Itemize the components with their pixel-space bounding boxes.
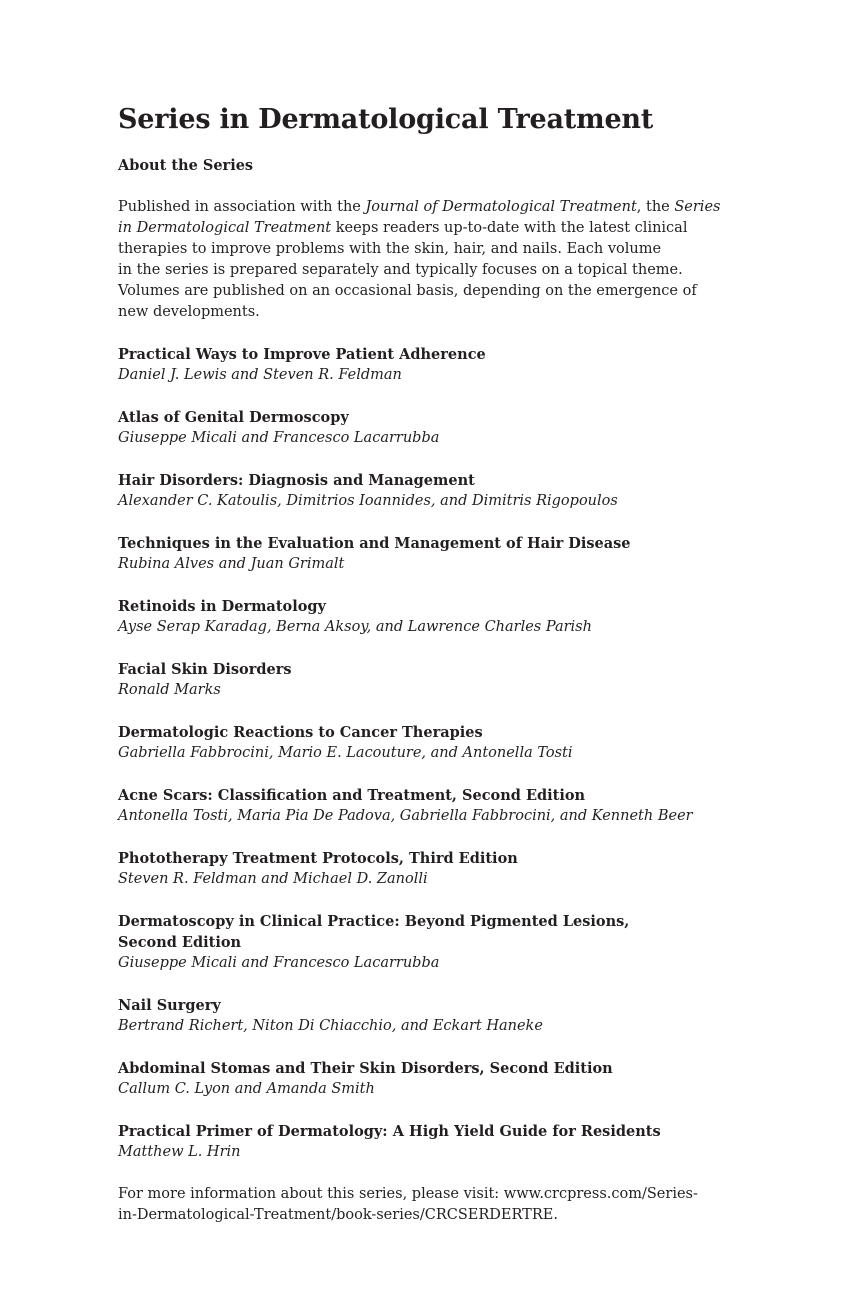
book-title: Practical Primer of Dermatology: A High Yield Guide for Residents bbox=[118, 1123, 661, 1140]
intro-line-1: Published in association with the Journal of Dermatological Treatment, the Series bbox=[118, 199, 721, 215]
more-info-paragraph bbox=[118, 1184, 758, 1226]
intro-line-6: new developments. bbox=[118, 304, 260, 320]
book-title: Acne Scars: Classification and Treatment, Second Edition bbox=[118, 787, 586, 804]
intro-line-3: therapies to improve problems with the skin, hair, and nails. Each volume bbox=[118, 241, 662, 257]
book-entry bbox=[118, 1058, 758, 1100]
book-entry bbox=[118, 848, 758, 890]
book-authors: Giuseppe Micali and Francesco Lacarrubba bbox=[118, 430, 440, 446]
book-authors: Callum C. Lyon and Amanda Smith bbox=[118, 1081, 375, 1097]
book-authors: Alexander C. Katoulis, Dimitrios Ioannides, and Dimitris Rigopoulos bbox=[118, 493, 618, 509]
book-title: Phototherapy Treatment Protocols, Third Edition bbox=[118, 850, 518, 867]
book-authors: Ronald Marks bbox=[118, 682, 221, 698]
book-entry bbox=[118, 785, 758, 827]
book-authors: Daniel J. Lewis and Steven R. Feldman bbox=[118, 367, 402, 383]
book-authors: Antonella Tosti, Maria Pia De Padova, Gabriella Fabbrocini, and Kenneth Beer bbox=[118, 808, 693, 824]
book-authors: Gabriella Fabbrocini, Mario E. Lacouture, and Antonella Tosti bbox=[118, 745, 573, 761]
book-title-continued: Second Edition bbox=[118, 934, 242, 951]
book-title: Retinoids in Dermatology bbox=[118, 598, 326, 615]
book-entry bbox=[118, 533, 758, 575]
book-entry bbox=[118, 995, 758, 1037]
book-entry bbox=[118, 470, 758, 512]
book-authors: Ayse Serap Karadag, Berna Aksoy, and Lawrence Charles Parish bbox=[118, 619, 592, 635]
book-title: Abdominal Stomas and Their Skin Disorders, Second Edition bbox=[118, 1060, 613, 1077]
book-list bbox=[118, 344, 758, 1163]
book-entry bbox=[118, 407, 758, 449]
book-title: Facial Skin Disorders bbox=[118, 661, 292, 678]
more-info-line-1: For more information about this series, please visit: www.crcpress.com/Series- bbox=[118, 1186, 698, 1202]
book-title: Practical Ways to Improve Patient Adherence bbox=[118, 346, 486, 363]
book-title: Nail Surgery bbox=[118, 997, 221, 1014]
page-content bbox=[118, 100, 758, 1226]
book-entry bbox=[118, 1121, 758, 1163]
journal-name: Journal of Dermatological Treatment bbox=[365, 199, 637, 215]
book-entry bbox=[118, 911, 758, 974]
book-entry bbox=[118, 344, 758, 386]
about-heading: About the Series bbox=[118, 157, 254, 174]
book-authors: Steven R. Feldman and Michael D. Zanolli bbox=[118, 871, 428, 887]
book-authors: Bertrand Richert, Niton Di Chiacchio, and Eckart Haneke bbox=[118, 1018, 543, 1034]
book-title: Atlas of Genital Dermoscopy bbox=[118, 409, 349, 426]
intro-line-5: Volumes are published on an occasional basis, depending on the emergence of bbox=[118, 283, 697, 299]
intro-line-4: in the series is prepared separately and typically focuses on a topical theme. bbox=[118, 262, 683, 278]
book-title: Dermatoscopy in Clinical Practice: Beyond Pigmented Lesions, bbox=[118, 913, 630, 930]
intro-line-2: in Dermatological Treatment keeps readers up-to-date with the latest clinical bbox=[118, 220, 688, 236]
book-authors: Rubina Alves and Juan Grimalt bbox=[118, 556, 345, 572]
book-entry bbox=[118, 722, 758, 764]
intro-paragraph bbox=[118, 197, 750, 323]
book-entry bbox=[118, 659, 758, 701]
more-info-line-2: in-Dermatological-Treatment/book-series/CRCSERDERTRE. bbox=[118, 1207, 558, 1223]
book-entry bbox=[118, 596, 758, 638]
book-authors: Matthew L. Hrin bbox=[118, 1144, 241, 1160]
book-authors: Giuseppe Micali and Francesco Lacarrubba bbox=[118, 955, 440, 971]
book-title: Hair Disorders: Diagnosis and Management bbox=[118, 472, 475, 489]
book-title: Dermatologic Reactions to Cancer Therapies bbox=[118, 724, 483, 741]
book-title: Techniques in the Evaluation and Management of Hair Disease bbox=[118, 535, 631, 552]
page-title: Series in Dermatological Treatment bbox=[118, 104, 654, 135]
